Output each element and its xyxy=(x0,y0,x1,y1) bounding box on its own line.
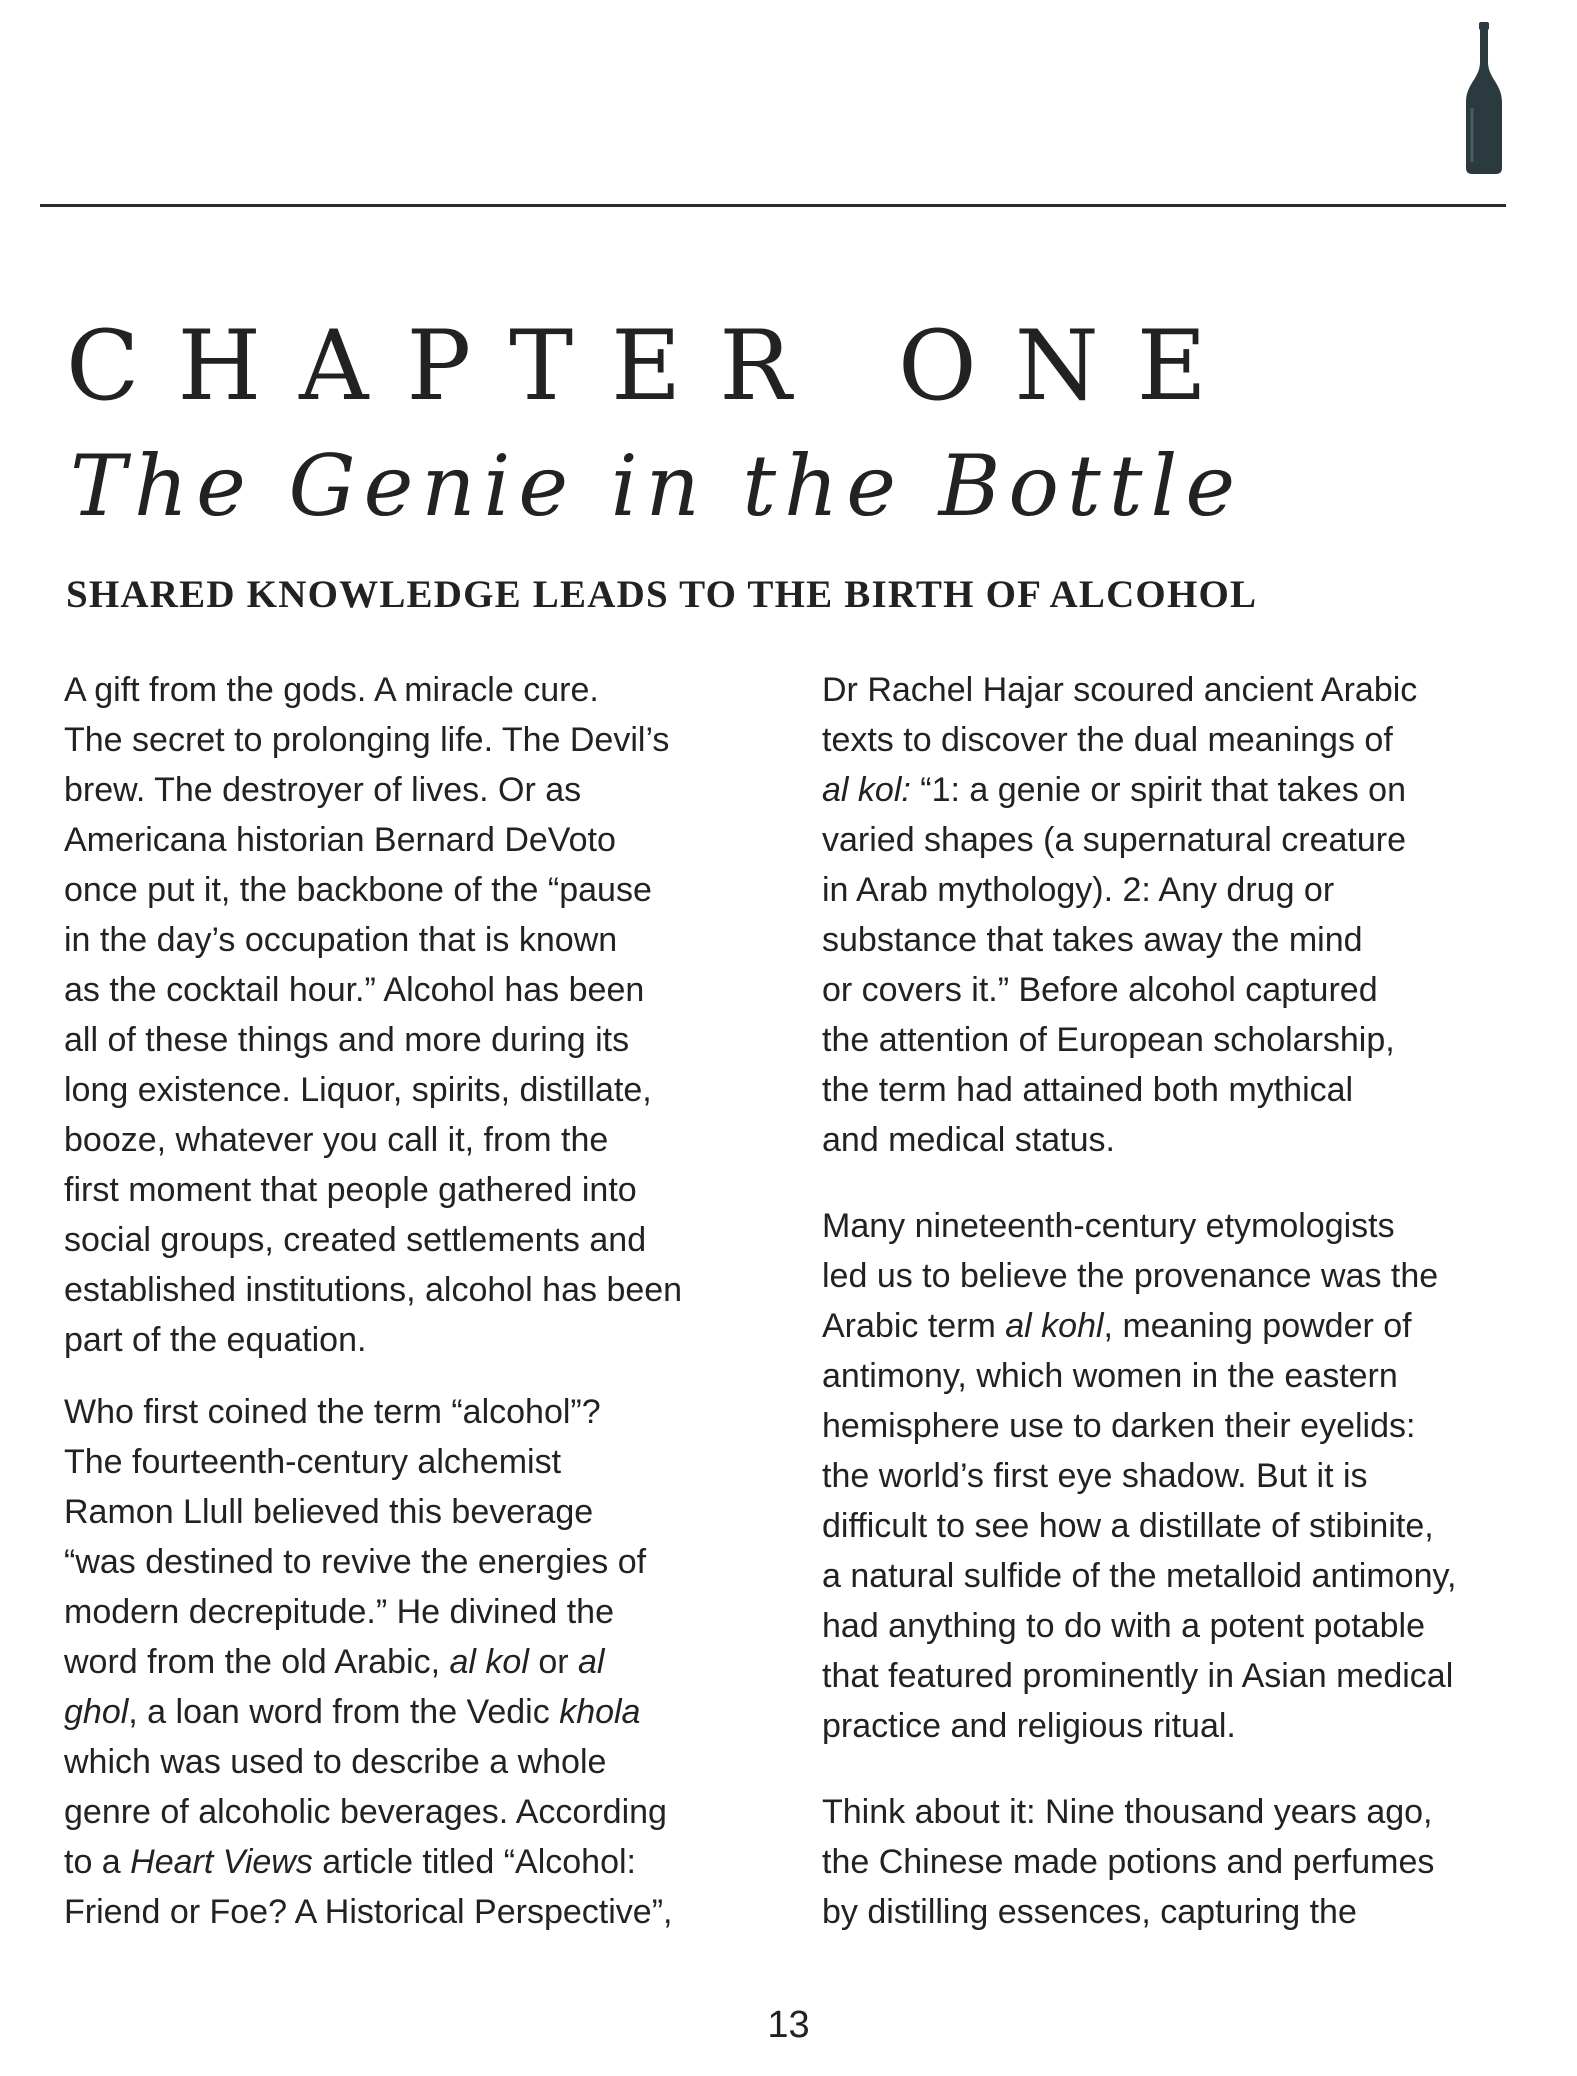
left-column xyxy=(64,665,764,1937)
italic-text: al ghol xyxy=(64,1643,605,1731)
text-run: , a loan word from the Vedic xyxy=(128,1693,560,1731)
italic-text: al kol: xyxy=(822,771,911,809)
italic-text: Heart Views xyxy=(130,1843,313,1881)
chapter-label: CHAPTER ONE xyxy=(66,310,1245,422)
italic-text: al kohl xyxy=(1005,1307,1104,1345)
section-heading: SHARED KNOWLEDGE LEADS TO THE BIRTH OF ALCOHOL xyxy=(66,573,1258,616)
paragraph xyxy=(822,1787,1522,1937)
chapter-title: The Genie in the Bottle xyxy=(70,437,1244,535)
bottle-icon xyxy=(1460,22,1508,174)
right-column xyxy=(822,665,1522,1937)
paragraph xyxy=(822,1201,1522,1751)
page-number: 13 xyxy=(767,2004,810,2046)
text-run: A gift from the gods. A miracle cure. The secret to prolonging life. The Devil’s brew. The destroyer of lives. Or as Americana historian Bernard DeVoto once put it, the backbone of the “pause in the day’s occupation that is known as the cocktail hour.” Alcohol has been all of these things and more during its long existence. Liquor, spirits, distillate, booze, whatever you call it, from the first moment that people gathered into social groups, created settlements and established institutions, alcohol has been part of the equation. xyxy=(64,671,683,1359)
text-run: , meaning powder of antimony, which women in the eastern hemisphere use to darken their eyelids: the world’s first eye shadow. But it is difficult to see how a distillate of stibinite, a natural sulfide of the metalloid antimony, had anything to do with a potent potable that featured prominently in Asian medical practice and religious ritual. xyxy=(822,1307,1457,1745)
header-rule xyxy=(40,204,1506,207)
paragraph xyxy=(64,1387,764,1937)
italic-text: al kol xyxy=(449,1643,529,1681)
text-run: or xyxy=(528,1643,579,1681)
text-run: “1: a genie or spirit that takes on varied shapes (a supernatural creature in Arab mythology). 2: Any drug or substance that takes away the mind or covers it.” Before alcohol captured the attention of European scholarship, the term had attained both mythical and medical status. xyxy=(822,771,1406,1159)
text-run: Who first coined the term “alcohol”? The fourteenth-century alchemist Ramon Llull believed this beverage “was destined to revive the energies of modern decrepitude.” He divined the word from the old Arabic, xyxy=(64,1393,647,1681)
paragraph xyxy=(822,665,1522,1165)
text-run: Many nineteenth-century etymologists led us to believe the provenance was the Arabic term xyxy=(822,1207,1439,1345)
text-run: which was used to describe a whole genre of alcoholic beverages. According to a xyxy=(64,1743,667,1881)
italic-text: khola xyxy=(559,1693,641,1731)
paragraph xyxy=(64,665,764,1365)
text-run: Dr Rachel Hajar scoured ancient Arabic texts to discover the dual meanings of xyxy=(822,671,1418,759)
text-run: Think about it: Nine thousand years ago, the Chinese made potions and perfumes by distilling essences, capturing the xyxy=(822,1793,1435,1931)
text-run: article titled “Alcohol: Friend or Foe? A Historical Perspective”, xyxy=(64,1843,673,1931)
